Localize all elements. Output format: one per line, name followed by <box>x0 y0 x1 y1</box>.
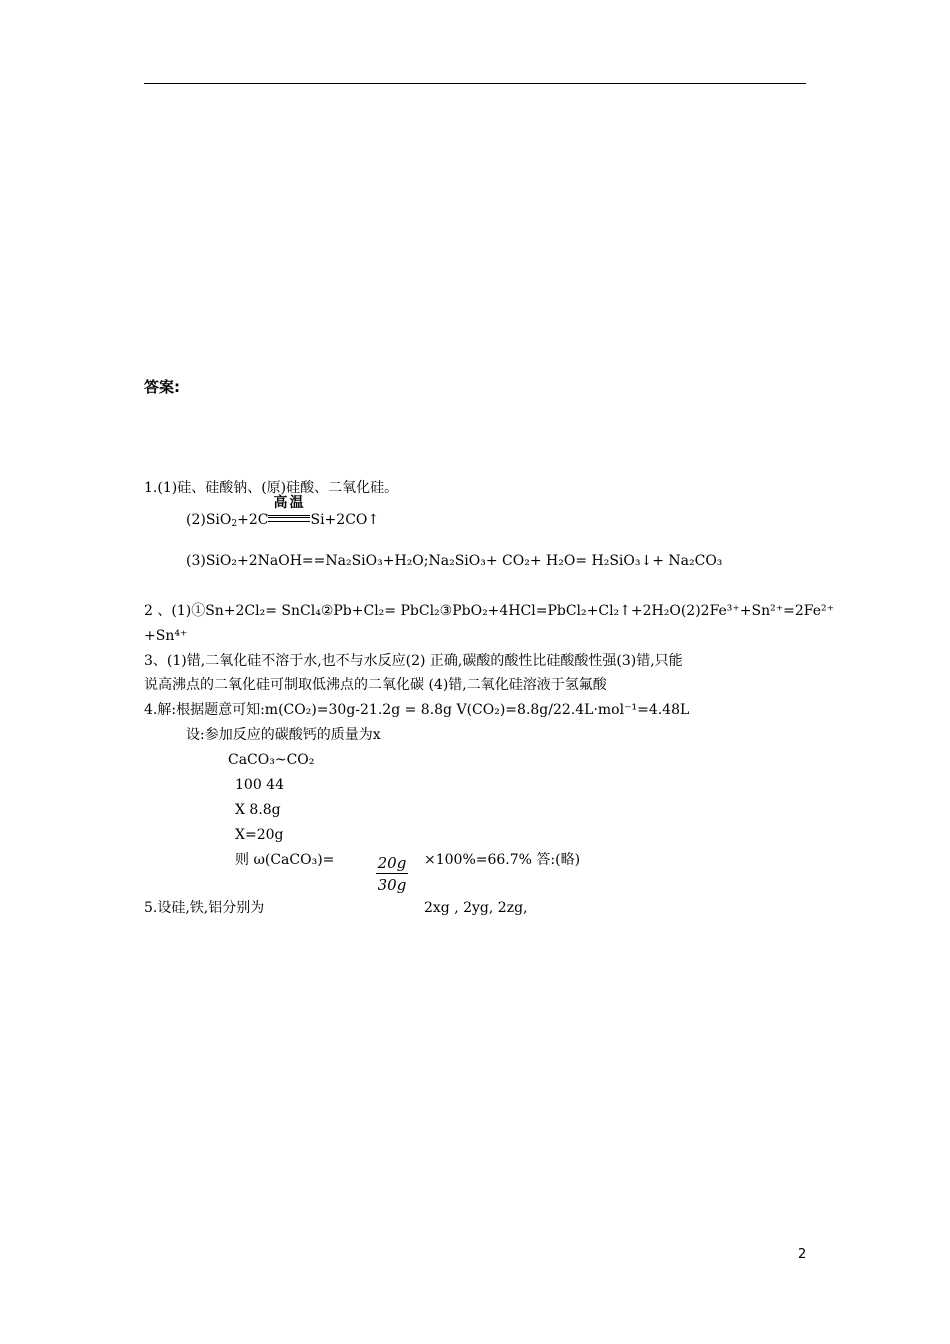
q1-part2-product: Si+2CO↑ <box>310 512 380 528</box>
fraction-denominator: 30g <box>377 876 407 894</box>
mass-fraction <box>376 853 408 896</box>
condition-label: 高温 <box>273 495 306 511</box>
q1-part2-prefix: (2) <box>186 512 206 528</box>
answer-heading: 答案: <box>144 378 180 396</box>
reaction-condition <box>268 495 310 529</box>
q4-line6: X=20g <box>235 827 284 843</box>
q1-part2: (2)SiO$_2$+2C 高温 Si+2CO↑ <box>186 495 380 529</box>
q5-lead: 5.设硅,铁,铝分别为 <box>144 900 265 916</box>
q4-line2: 设:参加反应的碳酸钙的质量为x <box>186 727 381 743</box>
header-rule <box>144 83 806 84</box>
fraction-numerator: 20g <box>377 854 407 872</box>
q3-line1: 3、(1)错,二氧化硅不溶于水,也不与水反应(2) 正确,碳酸的酸性比硅酸酸性强(3)错,只能 <box>144 653 683 669</box>
q2-line2: +Sn⁴⁺ <box>144 628 188 644</box>
q4-line3: CaCO₃~CO₂ <box>228 752 315 768</box>
q1-part2-reactant-c: +2C <box>237 512 269 528</box>
q3-line2: 说高沸点的二氧化硅可制取低沸点的二氧化碳 (4)错,二氧化硅溶液于氢氟酸 <box>144 677 607 693</box>
q4-line7-left: 则 ω(CaCO₃)= <box>235 852 335 868</box>
q4-line7-right: ×100%=66.7% 答:(略) <box>424 852 581 868</box>
q1-part3-equation: SiO₂+2NaOH==Na₂SiO₃+H₂O;Na₂SiO₃+ CO₂+ H₂O= H₂SiO₃↓+ Na₂CO₃ <box>205 553 723 569</box>
q4-line4: 100 44 <box>235 777 284 793</box>
q5-values: 2xg , 2yg, 2zg, <box>424 900 528 916</box>
double-equals-sign <box>268 515 310 522</box>
q4-line5: X 8.8g <box>235 802 281 818</box>
page-number: 2 <box>798 1247 807 1262</box>
q1-part3 <box>186 552 722 570</box>
q1-part1: 1.(1)硅、硅酸钠、(原)硅酸、二氧化硅。 <box>144 480 399 496</box>
q1-part2-reactant-sio: SiO <box>205 512 232 528</box>
q2-line1: 2 、(1)①Sn+2Cl₂= SnCl₄②Pb+Cl₂= PbCl₂③PbO₂+4HCl=PbCl₂+Cl₂↑+2H₂O(2)2Fe³⁺+Sn²⁺=2Fe²⁺ <box>144 603 835 619</box>
q1-part3-prefix: (3) <box>186 553 206 569</box>
q4-line1: 4.解:根据题意可知:m(CO₂)=30g-21.2g = 8.8g V(CO₂)=8.8g/22.4L·mol⁻¹=4.48L <box>144 702 690 718</box>
